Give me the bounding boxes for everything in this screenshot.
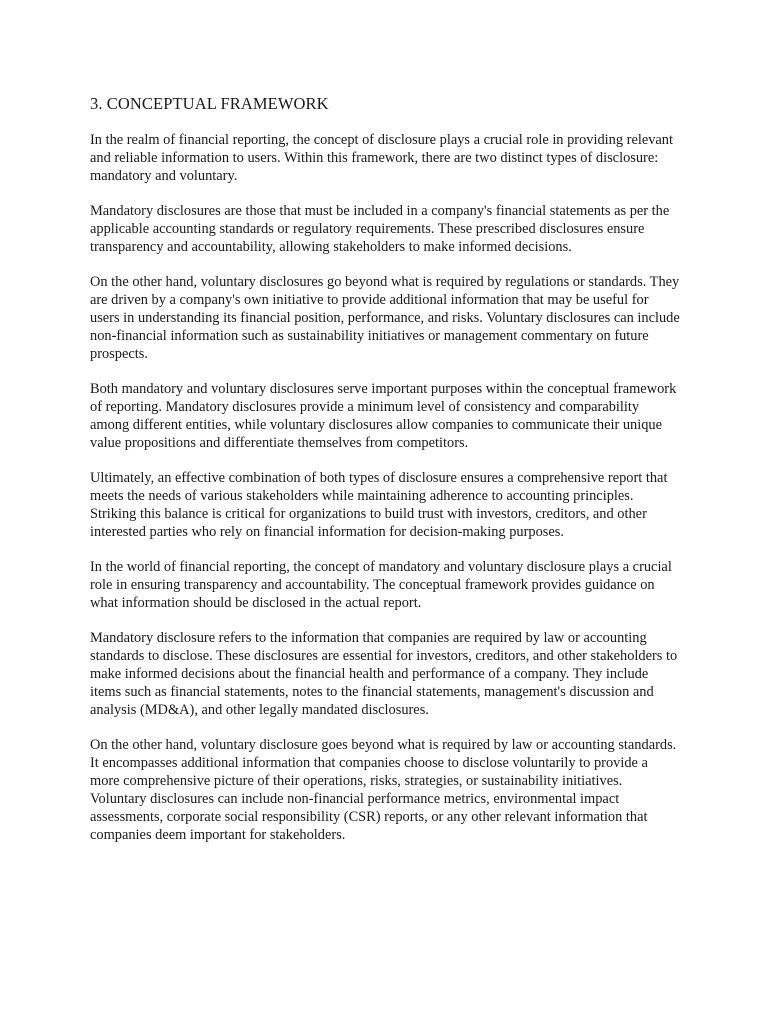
paragraph-2: Mandatory disclosures are those that must be included in a company's financial statements as per the applicable accounting standards or regulatory requirements. These prescribed disclosures ensure transparency and accountability, allowing stakeholders to make informed decisions. [90,203,670,255]
paragraph-8: On the other hand, voluntary disclosure goes beyond what is required by law or accounting standards. It encompasses additional information that companies choose to disclose voluntarily to provide a more comprehensive picture of their operations, risks, strategies, or sustainability initiatives. Voluntary disclosures can include non-financial performance metrics, environmental impact assessments, corporate social responsibility (CSR) reports, or any other relevant information that companies deem important for stakeholders. [90,737,677,843]
document-page [90,93,680,861]
paragraph-7: Mandatory disclosure refers to the information that companies are required by law or accounting standards to disclose. These disclosures are essential for investors, creditors, and other stakeholders to make informed decisions about the financial health and performance of a company. They include items such as financial statements, notes to the financial statements, management's discussion and analysis (MD&A), and other legally mandated disclosures. [90,630,678,718]
paragraph-1: In the realm of financial reporting, the concept of disclosure plays a crucial role in providing relevant and reliable information to users. Within this framework, there are two distinct types of disclosure: mandatory and voluntary. [90,132,674,184]
paragraph-4: Both mandatory and voluntary disclosures serve important purposes within the conceptual framework of reporting. Mandatory disclosures provide a minimum level of consistency and comparability among different entities, while voluntary disclosures allow companies to communicate their unique value propositions and differentiate themselves from competitors. [90,381,677,451]
section-heading: 3. CONCEPTUAL FRAMEWORK [90,94,329,113]
paragraph-3: On the other hand, voluntary disclosures go beyond what is required by regulations or standards. They are driven by a company's own initiative to provide additional information that may be useful for users in understanding its financial position, performance, and risks. Voluntary disclosures can include non-financial information such as sustainability initiatives or management commentary on future prospects. [90,274,680,362]
paragraph-5: Ultimately, an effective combination of both types of disclosure ensures a comprehensive report that meets the needs of various stakeholders while maintaining adherence to accounting principles. Striking this balance is critical for organizations to build trust with investors, creditors, and other interested parties who rely on financial information for decision-making purposes. [90,470,668,540]
paragraph-6: In the world of financial reporting, the concept of mandatory and voluntary disclosure plays a crucial role in ensuring transparency and accountability. The conceptual framework provides guidance on what information should be disclosed in the actual report. [90,559,672,611]
